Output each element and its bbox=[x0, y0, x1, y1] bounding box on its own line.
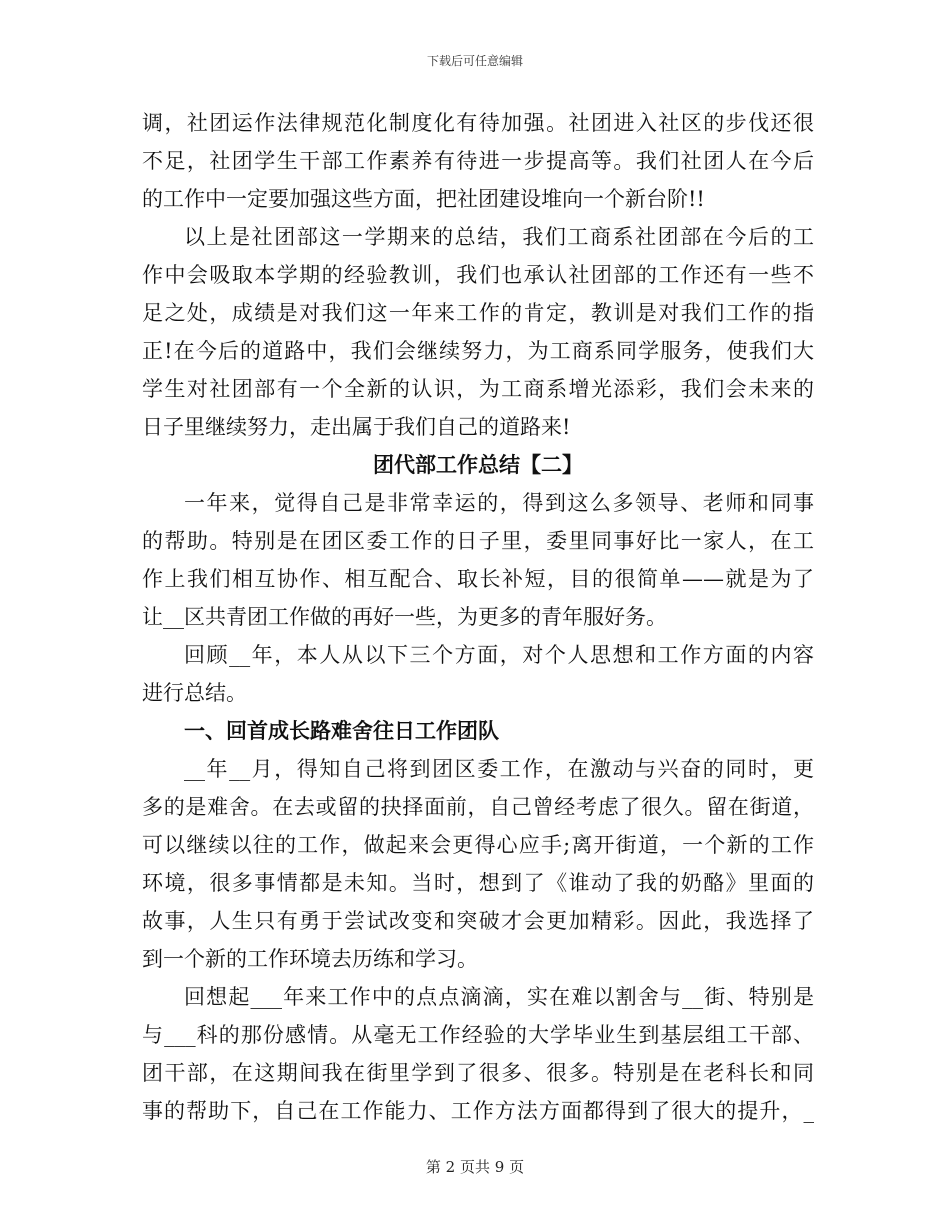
body-line: 进行总结。 bbox=[142, 681, 247, 705]
body-line: 回想起___年来工作中的点点滴滴，实在难以割舍与__街、特别是 bbox=[184, 985, 814, 1009]
body-line: 足之处，成绩是对我们这一年来工作的肯定，教训是对我们工作的指 bbox=[142, 301, 814, 325]
body-line: 团干部，在这期间我在街里学到了很多、很多。特别是在老科长和同 bbox=[142, 1061, 814, 1085]
body-line: 的帮助。特别是在团区委工作的日子里，委里同事好比一家人，在工 bbox=[142, 529, 814, 553]
body-line: 可以继续以往的工作，做起来会更得心应手;离开街道，一个新的工作 bbox=[142, 833, 814, 857]
body-line: 故事，人生只有勇于尝试改变和突破才会更加精彩。因此，我选择了 bbox=[142, 909, 814, 933]
body-line: __年__月，得知自己将到团区委工作，在激动与兴奋的同时，更 bbox=[184, 757, 814, 781]
body-line: 与___科的那份感情。从毫无工作经验的大学毕业生到基层组工干部、 bbox=[142, 1023, 814, 1047]
body-line: 作上我们相互协作、相互配合、取长补短，目的很简单——就是为了 bbox=[142, 567, 814, 591]
body-line: 不足，社团学生干部工作素养有待进一步提高等。我们社团人在今后 bbox=[142, 149, 814, 173]
body-line: 日子里继续努力，走出属于我们自己的道路来! bbox=[142, 415, 571, 439]
page-number: 第 2 页共 9 页 bbox=[425, 1158, 525, 1176]
body-line: 学生对社团部有一个全新的认识，为工商系增光添彩，我们会未来的 bbox=[142, 377, 814, 401]
subsection-heading: 一、回首成长路难舍往日工作团队 bbox=[184, 718, 499, 743]
body-line: 以上是社团部这一学期来的总结，我们工商系社团部在今后的工 bbox=[184, 225, 814, 249]
body-line: 的工作中一定要加强这些方面，把社团建设堆向一个新台阶!! bbox=[142, 187, 705, 211]
body-line: 作中会吸取本学期的经验教训，我们也承认社团部的工作还有一些不 bbox=[142, 263, 814, 287]
body-line: 一年来，觉得自己是非常幸运的，得到这么多领导、老师和同事 bbox=[184, 491, 814, 515]
body-line: 调，社团运作法律规范化制度化有待加强。社团进入社区的步伐还很 bbox=[142, 111, 814, 135]
body-line: 事的帮助下，自己在工作能力、工作方法方面都得到了很大的提升，_ bbox=[142, 1099, 814, 1123]
section-title: 团代部工作总结【二】 bbox=[373, 452, 583, 477]
body-line: 环境，很多事情都是未知。当时，想到了《谁动了我的奶酪》里面的 bbox=[142, 871, 814, 895]
body-line: 让__区共青团工作做的再好一些，为更多的青年服好务。 bbox=[142, 605, 667, 629]
body-line: 多的是难舍。在去或留的抉择面前，自己曾经考虑了很久。留在街道， bbox=[142, 795, 814, 819]
page-header: 下载后可任意编辑 bbox=[426, 54, 523, 68]
body-line: 回顾__年，本人从以下三个方面，对个人思想和工作方面的内容 bbox=[184, 643, 814, 667]
body-line: 到一个新的工作环境去历练和学习。 bbox=[142, 947, 478, 971]
body-line: 正!在今后的道路中，我们会继续努力，为工商系同学服务，使我们大 bbox=[142, 339, 814, 363]
document-body bbox=[142, 104, 814, 1130]
